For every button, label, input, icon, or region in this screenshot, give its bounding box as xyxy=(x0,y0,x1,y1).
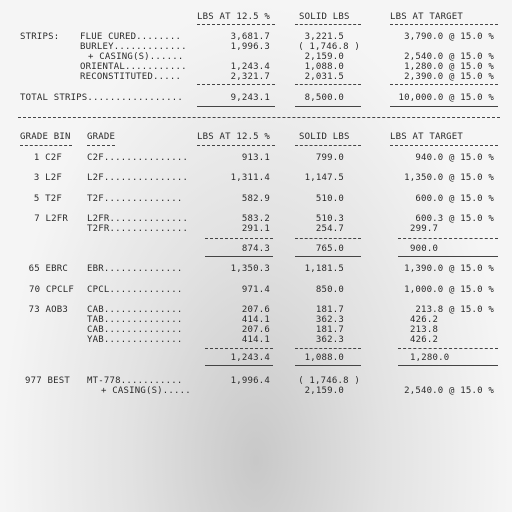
strip-lbs: 1,996.3 xyxy=(230,42,270,52)
grade-bin: 65 EBRC xyxy=(28,264,68,274)
header-rule xyxy=(197,24,275,25)
grade-lbs: 1,350.3 xyxy=(230,264,270,274)
total-rule xyxy=(295,84,361,85)
header-lbs-at-target: LBS AT TARGET xyxy=(390,12,464,22)
grade-lbs: 291.1 xyxy=(241,224,270,234)
subtotal-rule xyxy=(398,256,498,257)
header-lbs-at-12-5: LBS AT 12.5 % xyxy=(197,12,271,22)
grade-solid: 362.3 xyxy=(315,335,344,345)
grade-lbs: 207.6 xyxy=(241,325,270,335)
grade-bin: 73 AOB3 xyxy=(28,305,68,315)
total-rule xyxy=(390,84,498,85)
grade-target: 426.2 xyxy=(410,335,439,345)
grade-name: L2FR.............. xyxy=(87,214,189,224)
grade-name: TAB.............. xyxy=(87,315,183,325)
grade-lbs: 207.6 xyxy=(241,305,270,315)
grade-solid: 181.7 xyxy=(315,305,344,315)
grade-bin: 1 C2F xyxy=(33,153,62,163)
grade-name: YAB.............. xyxy=(87,335,183,345)
header-rule xyxy=(390,24,498,25)
grade-name: MT-778........... xyxy=(87,376,183,386)
section-divider xyxy=(18,117,500,118)
strip-lbs: 1,243.4 xyxy=(230,62,270,72)
subtotal-target: 900.0 xyxy=(410,244,439,254)
subtotal-lbs: 874.3 xyxy=(241,244,270,254)
strips-label: STRIPS: xyxy=(20,32,60,42)
grade-target: 213.8 @ 15.0 % xyxy=(415,305,494,315)
header-rule xyxy=(197,145,275,146)
grade-name: CAB.............. xyxy=(87,305,183,315)
header-rule xyxy=(20,145,72,146)
subtotal-solid: 765.0 xyxy=(315,244,344,254)
header-solid-lbs: SOLID LBS xyxy=(299,12,350,22)
grade-lbs: 582.9 xyxy=(241,194,270,204)
grade-target: 299.7 xyxy=(410,224,439,234)
grade-lbs: 414.1 xyxy=(241,315,270,325)
grade-target: 940.0 @ 15.0 % xyxy=(415,153,494,163)
strip-lbs: 2,321.7 xyxy=(230,72,270,82)
header-rule xyxy=(295,24,361,25)
double-rule xyxy=(197,106,275,107)
subtotal-lbs: 1,243.4 xyxy=(230,353,270,363)
grade-bin: 977 BEST xyxy=(25,376,70,386)
double-rule xyxy=(295,106,361,107)
grade-name: EBR.............. xyxy=(87,264,183,274)
total-strips-lbs: 9,243.1 xyxy=(230,93,270,103)
grade-lbs: 414.1 xyxy=(241,335,270,345)
subtotal-rule xyxy=(205,238,273,239)
header-lbs-at-12-5: LBS AT 12.5 % xyxy=(197,132,271,142)
strip-solid: 2,159.0 xyxy=(304,52,344,62)
subtotal-target: 1,280.0 xyxy=(410,353,450,363)
grade-lbs: 1,311.4 xyxy=(230,173,270,183)
grade-bin: 3 L2F xyxy=(33,173,62,183)
header-rule xyxy=(87,145,115,146)
grade-solid: 850.0 xyxy=(315,285,344,295)
subtotal-rule xyxy=(398,238,498,239)
strip-solid: 3,221.5 xyxy=(304,32,344,42)
grade-lbs: 913.1 xyxy=(241,153,270,163)
strip-solid: ( 1,746.8 ) xyxy=(298,42,360,52)
grade-solid: 362.3 xyxy=(315,315,344,325)
strip-name: RECONSTITUTED..... xyxy=(80,72,182,82)
header-grade: GRADE xyxy=(87,132,116,142)
subtotal-rule xyxy=(398,365,498,366)
header-rule xyxy=(295,145,361,146)
subtotal-rule xyxy=(205,256,273,257)
subtotal-rule xyxy=(398,348,498,349)
grade-bin: 5 T2F xyxy=(33,194,62,204)
strip-lbs: 3,681.7 xyxy=(230,32,270,42)
total-strips-label: TOTAL STRIPS................. xyxy=(20,93,183,103)
grade-solid: 1,181.5 xyxy=(304,264,344,274)
grade-target: 1,000.0 @ 15.0 % xyxy=(404,285,494,295)
strip-target: 2,390.0 @ 15.0 % xyxy=(404,72,494,82)
grade-solid: 1,147.5 xyxy=(304,173,344,183)
grade-target: 1,390.0 @ 15.0 % xyxy=(404,264,494,274)
grade-lbs: 1,996.4 xyxy=(230,376,270,386)
grade-solid: 510.0 xyxy=(315,194,344,204)
grade-name: T2F.............. xyxy=(87,194,183,204)
strip-name: FLUE CURED........ xyxy=(80,32,182,42)
strip-target: 2,540.0 @ 15.0 % xyxy=(404,52,494,62)
grade-target: 426.2 xyxy=(410,315,439,325)
subtotal-rule xyxy=(295,348,361,349)
grade-name: + CASING(S)..... xyxy=(101,386,191,396)
strip-solid: 1,088.0 xyxy=(304,62,344,72)
grade-solid: ( 1,746.8 ) xyxy=(298,376,360,386)
strip-solid: 2,031.5 xyxy=(304,72,344,82)
grade-bin: 70 CPCLF xyxy=(29,285,74,295)
strip-name: BURLEY............. xyxy=(80,42,187,52)
subtotal-rule xyxy=(295,365,361,366)
subtotal-rule xyxy=(295,238,361,239)
grade-name: T2FR.............. xyxy=(87,224,189,234)
grade-bin: 7 L2FR xyxy=(34,214,68,224)
grade-target: 213.8 xyxy=(410,325,439,335)
grade-name: CPCL............. xyxy=(87,285,183,295)
header-rule xyxy=(390,145,498,146)
strip-target: 1,280.0 @ 15.0 % xyxy=(404,62,494,72)
total-strips-solid: 8,500.0 xyxy=(304,93,344,103)
double-rule xyxy=(390,106,498,107)
header-solid-lbs: SOLID LBS xyxy=(299,132,350,142)
grade-target: 600.3 @ 15.0 % xyxy=(415,214,494,224)
grade-solid: 510.3 xyxy=(315,214,344,224)
total-strips-target: 10,000.0 @ 15.0 % xyxy=(398,93,494,103)
grade-target: 2,540.0 @ 15.0 % xyxy=(404,386,494,396)
grade-name: L2F............... xyxy=(87,173,189,183)
grade-solid: 181.7 xyxy=(315,325,344,335)
grade-solid: 2,159.0 xyxy=(304,386,344,396)
subtotal-rule xyxy=(205,365,273,366)
total-rule xyxy=(197,84,275,85)
grade-name: C2F............... xyxy=(87,153,189,163)
grade-target: 600.0 @ 15.0 % xyxy=(415,194,494,204)
grade-target: 1,350.0 @ 15.0 % xyxy=(404,173,494,183)
header-lbs-at-target: LBS AT TARGET xyxy=(390,132,464,142)
grade-lbs: 971.4 xyxy=(241,285,270,295)
strip-name: ORIENTAL........... xyxy=(80,62,187,72)
strip-name: + CASING(S)...... xyxy=(88,52,184,62)
subtotal-rule xyxy=(205,348,273,349)
grade-name: CAB.............. xyxy=(87,325,183,335)
subtotal-solid: 1,088.0 xyxy=(304,353,344,363)
grade-solid: 799.0 xyxy=(315,153,344,163)
subtotal-rule xyxy=(295,256,361,257)
grade-solid: 254.7 xyxy=(315,224,344,234)
header-grade-bin: GRADE BIN xyxy=(20,132,71,142)
grade-lbs: 583.2 xyxy=(241,214,270,224)
strip-target: 3,790.0 @ 15.0 % xyxy=(404,32,494,42)
